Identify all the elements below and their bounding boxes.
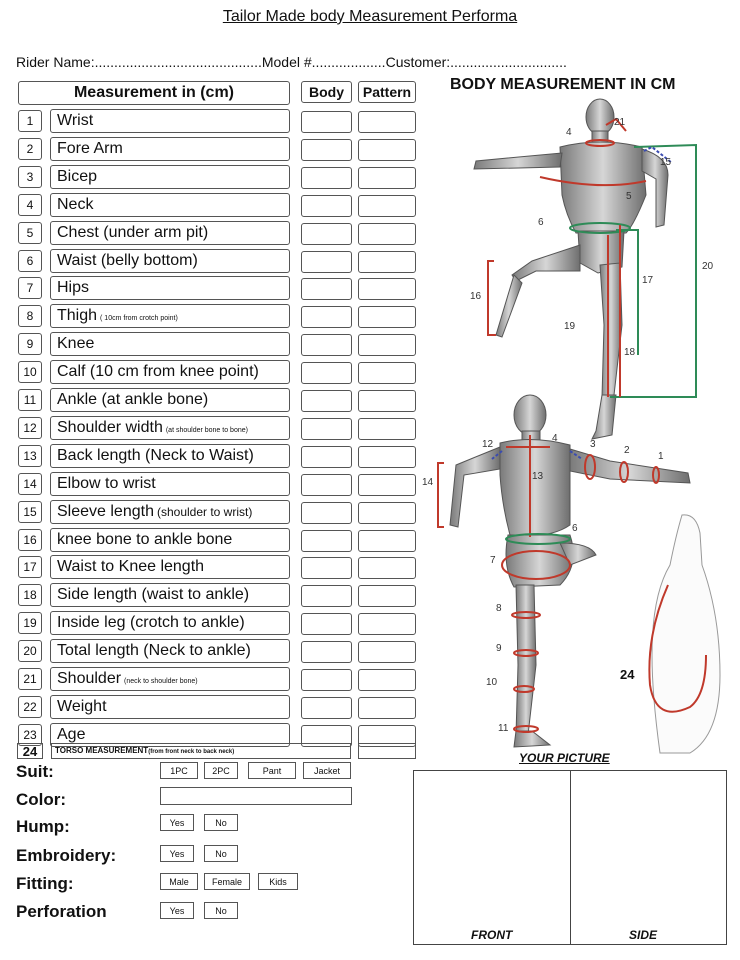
hump-label: Hump: [16, 817, 70, 836]
torso-number: 24 [620, 667, 635, 682]
measurement-label [50, 695, 290, 719]
measurement-label [50, 555, 290, 579]
pattern-value-cell[interactable] [358, 334, 416, 356]
torso-label-text: TORSO MEASUREMENT [55, 746, 149, 755]
pattern-value-cell[interactable] [358, 278, 416, 300]
row-number: 22 [18, 696, 42, 718]
row-number: 1 [18, 110, 42, 132]
body-value-cell[interactable] [301, 251, 352, 273]
measurement-label-text: Thigh [57, 307, 98, 324]
measurement-label-text: Bicep [57, 168, 98, 185]
measurement-label-note: ( 10cm from crotch point) [100, 315, 178, 322]
measurement-label-text: Total length (Neck to ankle) [57, 642, 251, 659]
row-number: 14 [18, 473, 42, 495]
body-value-cell[interactable] [301, 195, 352, 217]
pattern-value-cell[interactable] [358, 697, 416, 719]
body-value-cell[interactable] [301, 334, 352, 356]
body-value-cell[interactable] [301, 139, 352, 161]
body-measurement-figure [420, 95, 735, 755]
fitting-male[interactable]: Male [160, 873, 198, 890]
suit-option-jacket[interactable]: Jacket [303, 762, 351, 779]
suit-option-pant[interactable]: Pant [248, 762, 296, 779]
row-number: 21 [18, 668, 42, 690]
measurement-label [50, 472, 290, 496]
body-value-cell[interactable] [301, 418, 352, 440]
measurement-label-note: (neck to shoulder bone) [124, 678, 198, 685]
measurement-label-text: Calf (10 cm from knee point) [57, 363, 259, 380]
back-measure-number: 2 [624, 445, 630, 456]
pattern-value-cell[interactable] [358, 223, 416, 245]
measurement-label [50, 109, 290, 133]
perforation-label: Perforation [16, 902, 107, 921]
pattern-value-cell[interactable] [358, 306, 416, 328]
measurement-label [50, 360, 290, 384]
suit-option-1pc[interactable]: 1PC [160, 762, 198, 779]
body-value-cell[interactable] [301, 613, 352, 635]
pattern-value-cell[interactable] [358, 362, 416, 384]
measurement-label-text: Chest (under arm pit) [57, 224, 209, 241]
pattern-value-cell[interactable] [358, 502, 416, 524]
measurement-label [50, 416, 290, 440]
measurement-label [50, 304, 290, 328]
measurement-header: Measurement in (cm) [18, 81, 290, 105]
back-measure-number: 1 [658, 451, 664, 462]
row-number: 5 [18, 222, 42, 244]
back-measure-number: 13 [532, 471, 544, 482]
row-number: 13 [18, 445, 42, 467]
measurement-label [50, 137, 290, 161]
back-measure-number: 8 [496, 603, 502, 614]
back-measure-number: 6 [572, 523, 578, 534]
pattern-value-cell[interactable] [358, 167, 416, 189]
pattern-value-cell[interactable] [358, 530, 416, 552]
back-measure-number: 3 [590, 439, 596, 450]
body-value-cell[interactable] [301, 362, 352, 384]
measurement-label-text: Back length (Neck to Waist) [57, 447, 254, 464]
front-measure-number: 16 [470, 291, 482, 302]
embroidery-yes[interactable]: Yes [160, 845, 194, 862]
torso-pattern-cell[interactable] [358, 743, 416, 759]
front-measure-number: 4 [566, 127, 572, 138]
body-value-cell[interactable] [301, 167, 352, 189]
row-number: 15 [18, 501, 42, 523]
front-measure-number: 6 [538, 217, 544, 228]
rider-name-label: Rider Name: [16, 54, 95, 70]
model-label: Model # [261, 54, 312, 70]
back-measure-number: 4 [552, 433, 558, 444]
measurement-label-text: Inside leg (crotch to ankle) [57, 614, 245, 631]
color-label: Color: [16, 790, 67, 809]
front-measure-number: 15 [660, 157, 672, 168]
picture-front-label: FRONT [471, 928, 513, 942]
measurement-label-text: Waist (belly bottom) [57, 252, 198, 269]
row-number: 11 [18, 389, 42, 411]
body-value-cell[interactable] [301, 278, 352, 300]
body-value-cell[interactable] [301, 111, 352, 133]
measurement-label-text: Knee [57, 335, 95, 352]
hump-no[interactable]: No [204, 814, 238, 831]
body-value-cell[interactable] [301, 474, 352, 496]
measurement-label-text: Fore Arm [57, 140, 123, 157]
row-number: 19 [18, 612, 42, 634]
pattern-value-cell[interactable] [358, 613, 416, 635]
row-number: 12 [18, 417, 42, 439]
measurement-label-text: Sleeve length [57, 503, 154, 520]
measurement-label [50, 444, 290, 468]
measurement-label-text: Side length (waist to ankle) [57, 586, 250, 603]
model-field[interactable]: ................... [311, 54, 386, 70]
fitting-female[interactable]: Female [204, 873, 250, 890]
measurement-label-text: Waist to Knee length [57, 558, 205, 575]
measurement-label [50, 528, 290, 552]
back-measure-number: 14 [422, 477, 434, 488]
back-measure-number: 10 [486, 677, 498, 688]
customer-label: Customer: [385, 54, 451, 70]
measurement-label [50, 276, 290, 300]
hump-yes[interactable]: Yes [160, 814, 194, 831]
form-title: Tailor Made body Measurement Performa [222, 8, 518, 25]
body-value-cell[interactable] [301, 669, 352, 691]
embroidery-label: Embroidery: [16, 846, 117, 865]
measurement-label-text: Wrist [57, 112, 94, 129]
pattern-value-cell[interactable] [358, 111, 416, 133]
pattern-value-cell[interactable] [358, 418, 416, 440]
pattern-value-cell[interactable] [358, 585, 416, 607]
measurement-label [50, 500, 290, 524]
pattern-value-cell[interactable] [358, 669, 416, 691]
info-line [16, 54, 567, 70]
torso-measurement-label [51, 743, 351, 759]
row-number-24: 24 [17, 743, 43, 759]
measurement-label-note: (shoulder to wrist) [156, 505, 253, 519]
back-measure-number: 9 [496, 643, 502, 654]
pattern-value-cell[interactable] [358, 251, 416, 273]
front-measure-number: 18 [624, 347, 636, 358]
perforation-no[interactable]: No [204, 902, 238, 919]
pattern-value-cell[interactable] [358, 557, 416, 579]
row-number: 7 [18, 277, 42, 299]
pattern-value-cell[interactable] [358, 390, 416, 412]
pattern-value-cell[interactable] [358, 474, 416, 496]
back-measure-number: 11 [498, 723, 509, 734]
body-value-cell[interactable] [301, 390, 352, 412]
measurement-label [50, 667, 290, 691]
body-value-cell[interactable] [301, 697, 352, 719]
measurement-label-text: Shoulder [57, 670, 122, 687]
front-measure-number: 17 [642, 275, 654, 286]
measurement-label [50, 193, 290, 217]
torso-outline-figure [652, 515, 720, 753]
color-input[interactable] [160, 787, 352, 805]
picture-divider [570, 770, 571, 945]
measurement-label-note: (at shoulder bone to bone) [165, 427, 248, 434]
embroidery-no[interactable]: No [204, 845, 238, 862]
row-number: 23 [18, 724, 42, 746]
body-value-cell[interactable] [301, 557, 352, 579]
measurement-label [50, 388, 290, 412]
row-number: 8 [18, 305, 42, 327]
torso-label-note: (from front neck to back neck) [148, 749, 235, 755]
measurement-label [50, 332, 290, 356]
body-value-cell[interactable] [301, 446, 352, 468]
suit-option-2pc[interactable]: 2PC [204, 762, 238, 779]
back-measure-number: 7 [490, 555, 496, 566]
body-value-cell[interactable] [301, 585, 352, 607]
measurement-label [50, 611, 290, 635]
measurement-label-text: Hips [57, 279, 90, 296]
measurement-label-text: Shoulder width [57, 419, 163, 436]
measurement-label [50, 165, 290, 189]
measurement-label-text: knee bone to ankle bone [57, 531, 233, 548]
pattern-value-cell[interactable] [358, 641, 416, 663]
body-column-header: Body [301, 81, 352, 103]
customer-field[interactable]: .............................. [450, 54, 567, 70]
pattern-column-header: Pattern [358, 81, 416, 103]
front-measure-number: 20 [702, 261, 714, 272]
row-number: 4 [18, 194, 42, 216]
back-measure-number: 12 [482, 439, 494, 450]
body-value-cell[interactable] [301, 641, 352, 663]
front-measure-number: 19 [564, 321, 576, 332]
measurement-label [50, 639, 290, 663]
row-number: 18 [18, 584, 42, 606]
row-number: 2 [18, 138, 42, 160]
row-number: 16 [18, 529, 42, 551]
row-number: 10 [18, 361, 42, 383]
row-number: 20 [18, 640, 42, 662]
pattern-value-cell[interactable] [358, 195, 416, 217]
row-number: 9 [18, 333, 42, 355]
measurement-label-text: Elbow to wrist [57, 475, 156, 492]
body-value-cell[interactable] [301, 306, 352, 328]
row-number: 3 [18, 166, 42, 188]
measurement-label [50, 221, 290, 245]
your-picture-title: YOUR PICTURE [519, 751, 610, 765]
body-value-cell[interactable] [301, 223, 352, 245]
body-value-cell[interactable] [301, 530, 352, 552]
suit-label: Suit: [16, 762, 54, 781]
body-value-cell[interactable] [301, 502, 352, 524]
front-measure-number: 5 [626, 191, 632, 202]
picture-side-label: SIDE [629, 928, 658, 942]
front-measure-number: 21 [614, 117, 626, 128]
fitting-kids[interactable]: Kids [258, 873, 298, 890]
rider-name-field[interactable]: ........................................... [94, 54, 262, 70]
measurement-label [50, 583, 290, 607]
measurement-label [50, 249, 290, 273]
pattern-value-cell[interactable] [358, 139, 416, 161]
measurement-label-text: Weight [57, 698, 107, 715]
fitting-label: Fitting: [16, 874, 74, 893]
measurement-label-text: Age [57, 726, 86, 743]
measurement-label-text: Neck [57, 196, 94, 213]
measurement-label-text: Ankle (at ankle bone) [57, 391, 209, 408]
row-number: 6 [18, 250, 42, 272]
row-number: 17 [18, 556, 42, 578]
perforation-yes[interactable]: Yes [160, 902, 194, 919]
body-measurement-title: BODY MEASUREMENT IN CM [450, 76, 676, 93]
pattern-value-cell[interactable] [358, 446, 416, 468]
